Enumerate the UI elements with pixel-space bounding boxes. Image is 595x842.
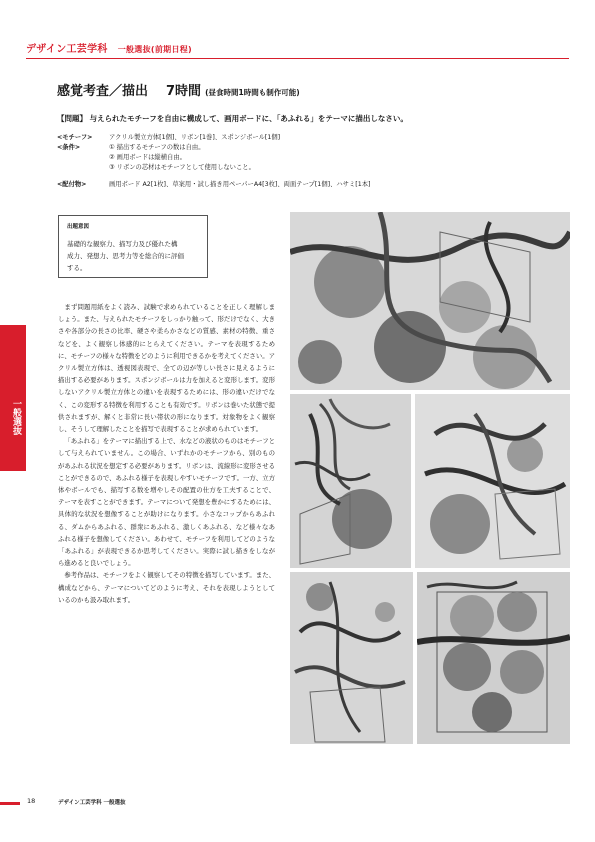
condition-label: <条件> bbox=[57, 144, 81, 151]
body-paragraph: 参考作品は、モチーフをよく観察してその特徴を描写しています。また、構成などから、テーマについてどのように考え、それを表現しようとしているのかも汲み取れます。 bbox=[58, 571, 275, 604]
page-header bbox=[26, 40, 192, 55]
page-number: 18 bbox=[27, 797, 36, 805]
header-rule bbox=[26, 58, 569, 59]
title-note: (昼食時間1時間も制作可能) bbox=[205, 88, 300, 97]
header-exam: 一般選抜(前期日程) bbox=[117, 45, 193, 54]
items-row bbox=[57, 180, 370, 190]
condition-1: ① 描出するモチーフの数は自由。 bbox=[109, 144, 205, 151]
problem-statement: 【問題】 与えられたモチーフを自由に構成して、画用ボードに、「あふれる」をテーマに描出しなさい。 bbox=[57, 114, 408, 123]
title-time: 7時間 bbox=[166, 84, 202, 99]
intent-line: 基礎的な観察力、描写力及び優れた構 bbox=[67, 240, 178, 248]
body-text bbox=[58, 301, 275, 606]
motif-text: アクリル製立方体[1個]、リボン[1巻]、スポンジボール[1個] bbox=[109, 134, 281, 141]
artwork-5 bbox=[417, 572, 570, 744]
footer-accent bbox=[0, 802, 20, 805]
exam-specs bbox=[57, 133, 370, 190]
items-label: <配付物> bbox=[57, 181, 87, 188]
condition-row bbox=[57, 163, 370, 173]
header-dept: デザイン工芸学科 bbox=[26, 44, 108, 55]
intent-body bbox=[67, 238, 199, 274]
items-text: 画用ボード A2[1枚]、草案用・試し描き用ペーパーA4[3枚]、両面テープ[1個]、ハサミ[1本] bbox=[109, 181, 371, 188]
artwork-2 bbox=[290, 394, 411, 568]
condition-3: ③ リボンの芯材はモチーフとして使用しないこと。 bbox=[109, 164, 255, 171]
motif-row bbox=[57, 133, 370, 143]
motif-label: <モチーフ> bbox=[57, 134, 93, 141]
intent-line: 成力、発想力、思考力等を総合的に評価 bbox=[67, 252, 184, 260]
condition-row bbox=[57, 153, 370, 163]
page-title bbox=[57, 80, 300, 99]
intent-heading: 出題意図 bbox=[67, 224, 90, 230]
footer-label: デザイン工芸学科 一般選抜 bbox=[58, 800, 126, 806]
title-main: 感覚考査／描出 bbox=[57, 84, 149, 99]
intent-line: する。 bbox=[67, 264, 87, 272]
artwork-3 bbox=[415, 394, 570, 568]
section-tab bbox=[0, 325, 26, 471]
intent-box bbox=[58, 215, 208, 278]
body-paragraph: 「あふれる」をテーマに描出する上で、水などの液状のものはモチーフとして与えられていません。この場合、いずれかのモチーフから、別のものがあふれる状況を想定する必要があります。リボンは、流線形に変形させることができるので、あふれる様子を表現しやすいモチーフです。一方、立方体やボールでも、描写する数を増やしその配置の仕方を工夫することで、テーマを表すことができます。テーマについて発想を豊かにするためには、具体的な状況を想像することが助けになります。小さなコップからあふれる、ダムからあふれる、群衆にあふれる、激しくあふれる、など様々なあふれる様子を想像してください。あわせて、モチーフを利用してどのような「あふれる」が表現できるか思考してください。実際に試し描きをしながら進めると良いでしょう。 bbox=[58, 437, 275, 568]
condition-2: ② 画用ボードは縦横自由。 bbox=[109, 154, 186, 161]
artwork-1 bbox=[290, 212, 570, 390]
section-tab-label: 一般選抜 bbox=[11, 399, 21, 435]
artwork-4 bbox=[290, 572, 413, 744]
body-paragraph: まず問題用紙をよく読み、試験で求められていることを正しく理解しましょう。また、与えられたモチーフをしっかり触って、形だけでなく、大きさや各部分の長さの比率、硬さや柔らかさなどの質感、素材の特徴、重さなどを、よく観察し体感的にとらえてください。テーマを表現するために、モチーフの様々な特徴をどのように利用できるかを考えてください。アクリル製立方体は、透視図表現で、全ての辺が等しい長さに見えるように描出する必要があります。スポンジボールは力を加えると変形します。変形しないアクリル製立方体との違いを表現するためには、形の違いだけでなく、この変形する特徴を利用することも有効です。リボンは巻いた状態で提供されますが、解くと非常に長い帯状の形になります。対象物をよく観察し、そうして理解したことを描写で表現することが求められています。 bbox=[58, 303, 275, 434]
condition-row bbox=[57, 143, 370, 153]
